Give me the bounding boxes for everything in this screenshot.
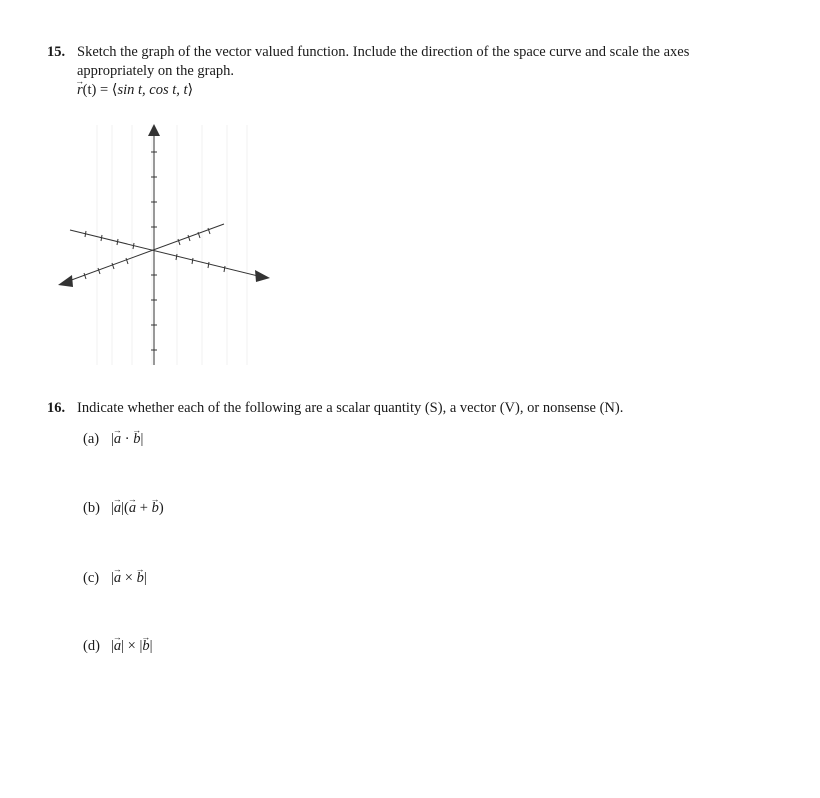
problem-16-part-c — [83, 570, 147, 587]
vector-r: r → — [77, 82, 83, 99]
grid-background — [97, 125, 247, 365]
x-axis-arrowhead — [255, 270, 270, 282]
part-d-label: (d) — [83, 638, 100, 654]
function-lhs-arg: (t) = — [82, 82, 112, 98]
y-axis-arrowhead — [58, 275, 73, 287]
part-c-label: (c) — [83, 570, 100, 586]
z-axis-arrowhead — [148, 124, 160, 136]
axes-figure — [52, 120, 282, 370]
y-axis — [66, 224, 224, 282]
part-d-expression: |a →| × |b →| — [111, 638, 153, 654]
problem-16-text: Indicate whether each of the following are a scalar quantity (S), a vector (V), or nonsense (N). — [77, 400, 624, 416]
problem-15-number: 15. — [47, 44, 66, 60]
part-c-expression: |a → × b →| — [111, 570, 147, 586]
problem-15-function — [77, 82, 193, 99]
part-b-expression: |a →|(a → + b →) — [111, 500, 164, 516]
function-close-bracket: ⟩ — [187, 82, 194, 98]
part-a-expression: |a → · b →| — [111, 431, 143, 447]
function-body: sin t, cos t, t — [117, 82, 188, 98]
function-open-bracket: ⟨ — [111, 82, 118, 98]
part-b-label: (b) — [83, 500, 100, 516]
problem-16-part-b — [83, 500, 164, 517]
part-a-label: (a) — [83, 431, 100, 447]
problem-16-part-a — [83, 431, 143, 448]
problem-16-part-d — [83, 638, 153, 655]
problem-15-text-line2: appropriately on the graph. — [77, 63, 235, 79]
problem-16-number: 16. — [47, 400, 66, 416]
problem-15-text-line1: Sketch the graph of the vector valued function. Include the direction of the space curve and scale the axes — [77, 44, 690, 60]
